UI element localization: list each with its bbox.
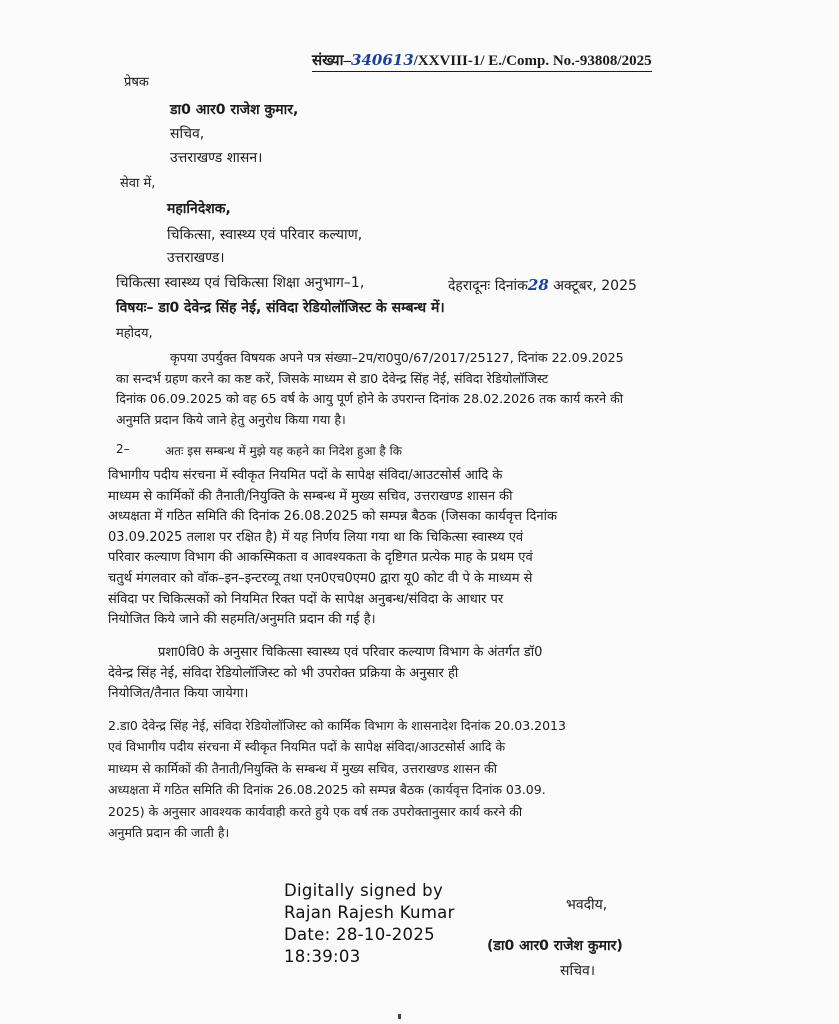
paragraph-4-line: अध्यक्षता में गठित समिति की दिनांक 26.08.2025 को सम्पन्न बैठक (कार्यवृत्त दिनांक 03.09. [108, 782, 546, 798]
closing-salutation: भवदीय, [566, 897, 608, 913]
paragraph-3-line: नियोजित/तैनात किया जायेगा। [108, 686, 249, 702]
digital-signature-line: Date: 28-10-2025 [284, 925, 435, 944]
recipient-state: उत्तराखण्ड। [167, 250, 225, 266]
digital-signature-line: Rajan Rajesh Kumar [284, 903, 455, 922]
paragraph-4 [108, 715, 712, 843]
paragraph-2-intro: अतः इस सम्बन्ध में मुझे यह कहने का निदेश हुआ है कि [165, 444, 402, 458]
salutation: महोदय, [116, 326, 153, 341]
paragraph-2-line: माध्यम से कार्मिकों की तैनाती/नियुक्ति के सम्बन्ध में मुख्य सचिव, उत्तराखण्ड शासन की [108, 488, 513, 504]
paragraph-2-line: परिवार कल्याण विभाग की आकस्मिकता व आवश्यकता के दृष्टिगत प्रत्येक माह के प्रथम एवं [108, 550, 533, 566]
paragraph-2-body [108, 466, 712, 631]
paragraph-1 [116, 348, 716, 430]
paragraph-4-line: 2025) के अनुसार आवश्यक कार्यवाही करते हुये एक वर्ष तक उपरोक्तानुसार कार्य करने की [108, 803, 523, 819]
place-date-prefix: देहरादूनः दिनांक [448, 278, 528, 294]
closing-designation: सचिव। [560, 963, 596, 979]
reference-number [312, 50, 652, 72]
paragraph-4-line: माध्यम से कार्मिकों की तैनाती/नियुक्ति के सम्बन्ध में मुख्य सचिव, उत्तराखण्ड शासन की [108, 760, 497, 776]
digital-signature [284, 880, 455, 968]
recipient-title: महानिदेशक, [167, 201, 231, 217]
paragraph-3-line: देवेन्द्र सिंह नेई, संविदा रेडियोलॉजिस्ट को भी उपरोक्त प्रक्रिया के अनुसार ही [108, 665, 459, 681]
paragraph-2-line: नियोजित किये जाने की सहमति/अनुमति प्रदान की गई है। [108, 612, 376, 628]
paragraph-3-line: प्रशा0वि0 के अनुसार चिकित्सा स्वास्थ्य एवं परिवार कल्याण विभाग के अंतर्गत डॉ0 [158, 645, 543, 660]
paragraph-3 [108, 643, 712, 705]
digital-signature-line: 18:39:03 [284, 947, 361, 966]
place-date [448, 276, 637, 295]
sender-label: प्रेषक [124, 75, 149, 90]
section-name: चिकित्सा स्वास्थ्य एवं चिकित्सा शिक्षा अनुभाग–1, [116, 275, 365, 291]
sender-name: डा0 आर0 राजेश कुमार, [170, 102, 299, 118]
paragraph-1-line: दिनांक 06.09.2025 को वह 65 वर्ष के आयु पूर्ण होने के उपरान्त दिनांक 28.02.2026 तक कार्य करने की [116, 391, 624, 406]
paragraph-4-line: अनुमति प्रदान की जाती है। [108, 825, 230, 841]
sender-designation: सचिव, [170, 126, 205, 142]
recipient-label: सेवा में, [120, 176, 156, 191]
reference-handwritten-number: 340613 [351, 51, 414, 69]
closing-name: (डा0 आर0 राजेश कुमार) [487, 938, 623, 954]
paragraph-4-line: 2.डा0 देवेन्द्र सिंह नेई, संविदा रेडियोलॉजिस्ट को कार्मिक विभाग के शासनादेश दिनांक 20.03.2013 [108, 718, 566, 733]
place-date-suffix: अक्टूबर, 2025 [553, 278, 637, 294]
paragraph-2-line: अध्यक्षता में गठित समिति की दिनांक 26.08.2025 को सम्पन्न बैठक (जिसका कार्यवृत्त दिनांक [108, 509, 557, 525]
handwritten-day: 28 [527, 276, 549, 294]
paragraph-2-number: 2– [116, 442, 130, 456]
paragraph-2-line: विभागीय पदीय संरचना में स्वीकृत नियमित पदों के सापेक्ष संविदा/आउटसोर्स आदि के [108, 468, 503, 483]
paragraph-4-line: एवं विभागीय पदीय संरचना में स्वीकृत नियमित पदों के सापेक्ष संविदा/आउटसोर्स आदि के [108, 739, 506, 755]
digital-signature-line: Digitally signed by [284, 881, 444, 900]
sender-office: उत्तराखण्ड शासन। [170, 150, 263, 166]
paragraph-2-line: संविदा पर चिकित्सकों को नियमित रिक्त पदों के सापेक्ष अनुबन्ध/संविदा के आधार पर [108, 591, 504, 607]
paragraph-2-line: 03.09.2025 तलाश पर रक्षित है) में यह निर्णय लिया गया था कि चिकित्सा स्वास्थ्य एवं [108, 529, 524, 545]
paragraph-1-line: अनुमति प्रदान किये जाने हेतु अनुरोध किया गया है। [116, 411, 346, 427]
recipient-department: चिकित्सा, स्वास्थ्य एवं परिवार कल्याण, [167, 227, 363, 243]
subject-line: विषयः– डा0 देवेन्द्र सिंह नेई, संविदा रेडियोलॉजिस्ट के सम्बन्ध में। [116, 300, 445, 316]
page-mark [398, 1014, 401, 1019]
paragraph-1-line: का सन्दर्भ ग्रहण करने का कष्ट करें, जिसके माध्यम से डा0 देवेन्द्र सिंह नेई, संविदा रेडियोलॉजिस्ट [116, 370, 549, 386]
reference-suffix: /XXVIII-1/ E./Comp. No.-93808/2025 [413, 53, 652, 69]
paragraph-1-line: कृपया उपर्युक्त विषयक अपने पत्र संख्या–2प/रा0पु0/67/2017/25127, दिनांक 22.09.2025 [170, 350, 624, 365]
paragraph-2-line: चतुर्थ मंगलवार को वॉक–इन–इन्टरव्यू तथा एन0एच0एम0 द्वारा यू0 कोट वी पे के माध्यम से [108, 570, 533, 586]
reference-prefix: संख्या– [312, 53, 352, 69]
